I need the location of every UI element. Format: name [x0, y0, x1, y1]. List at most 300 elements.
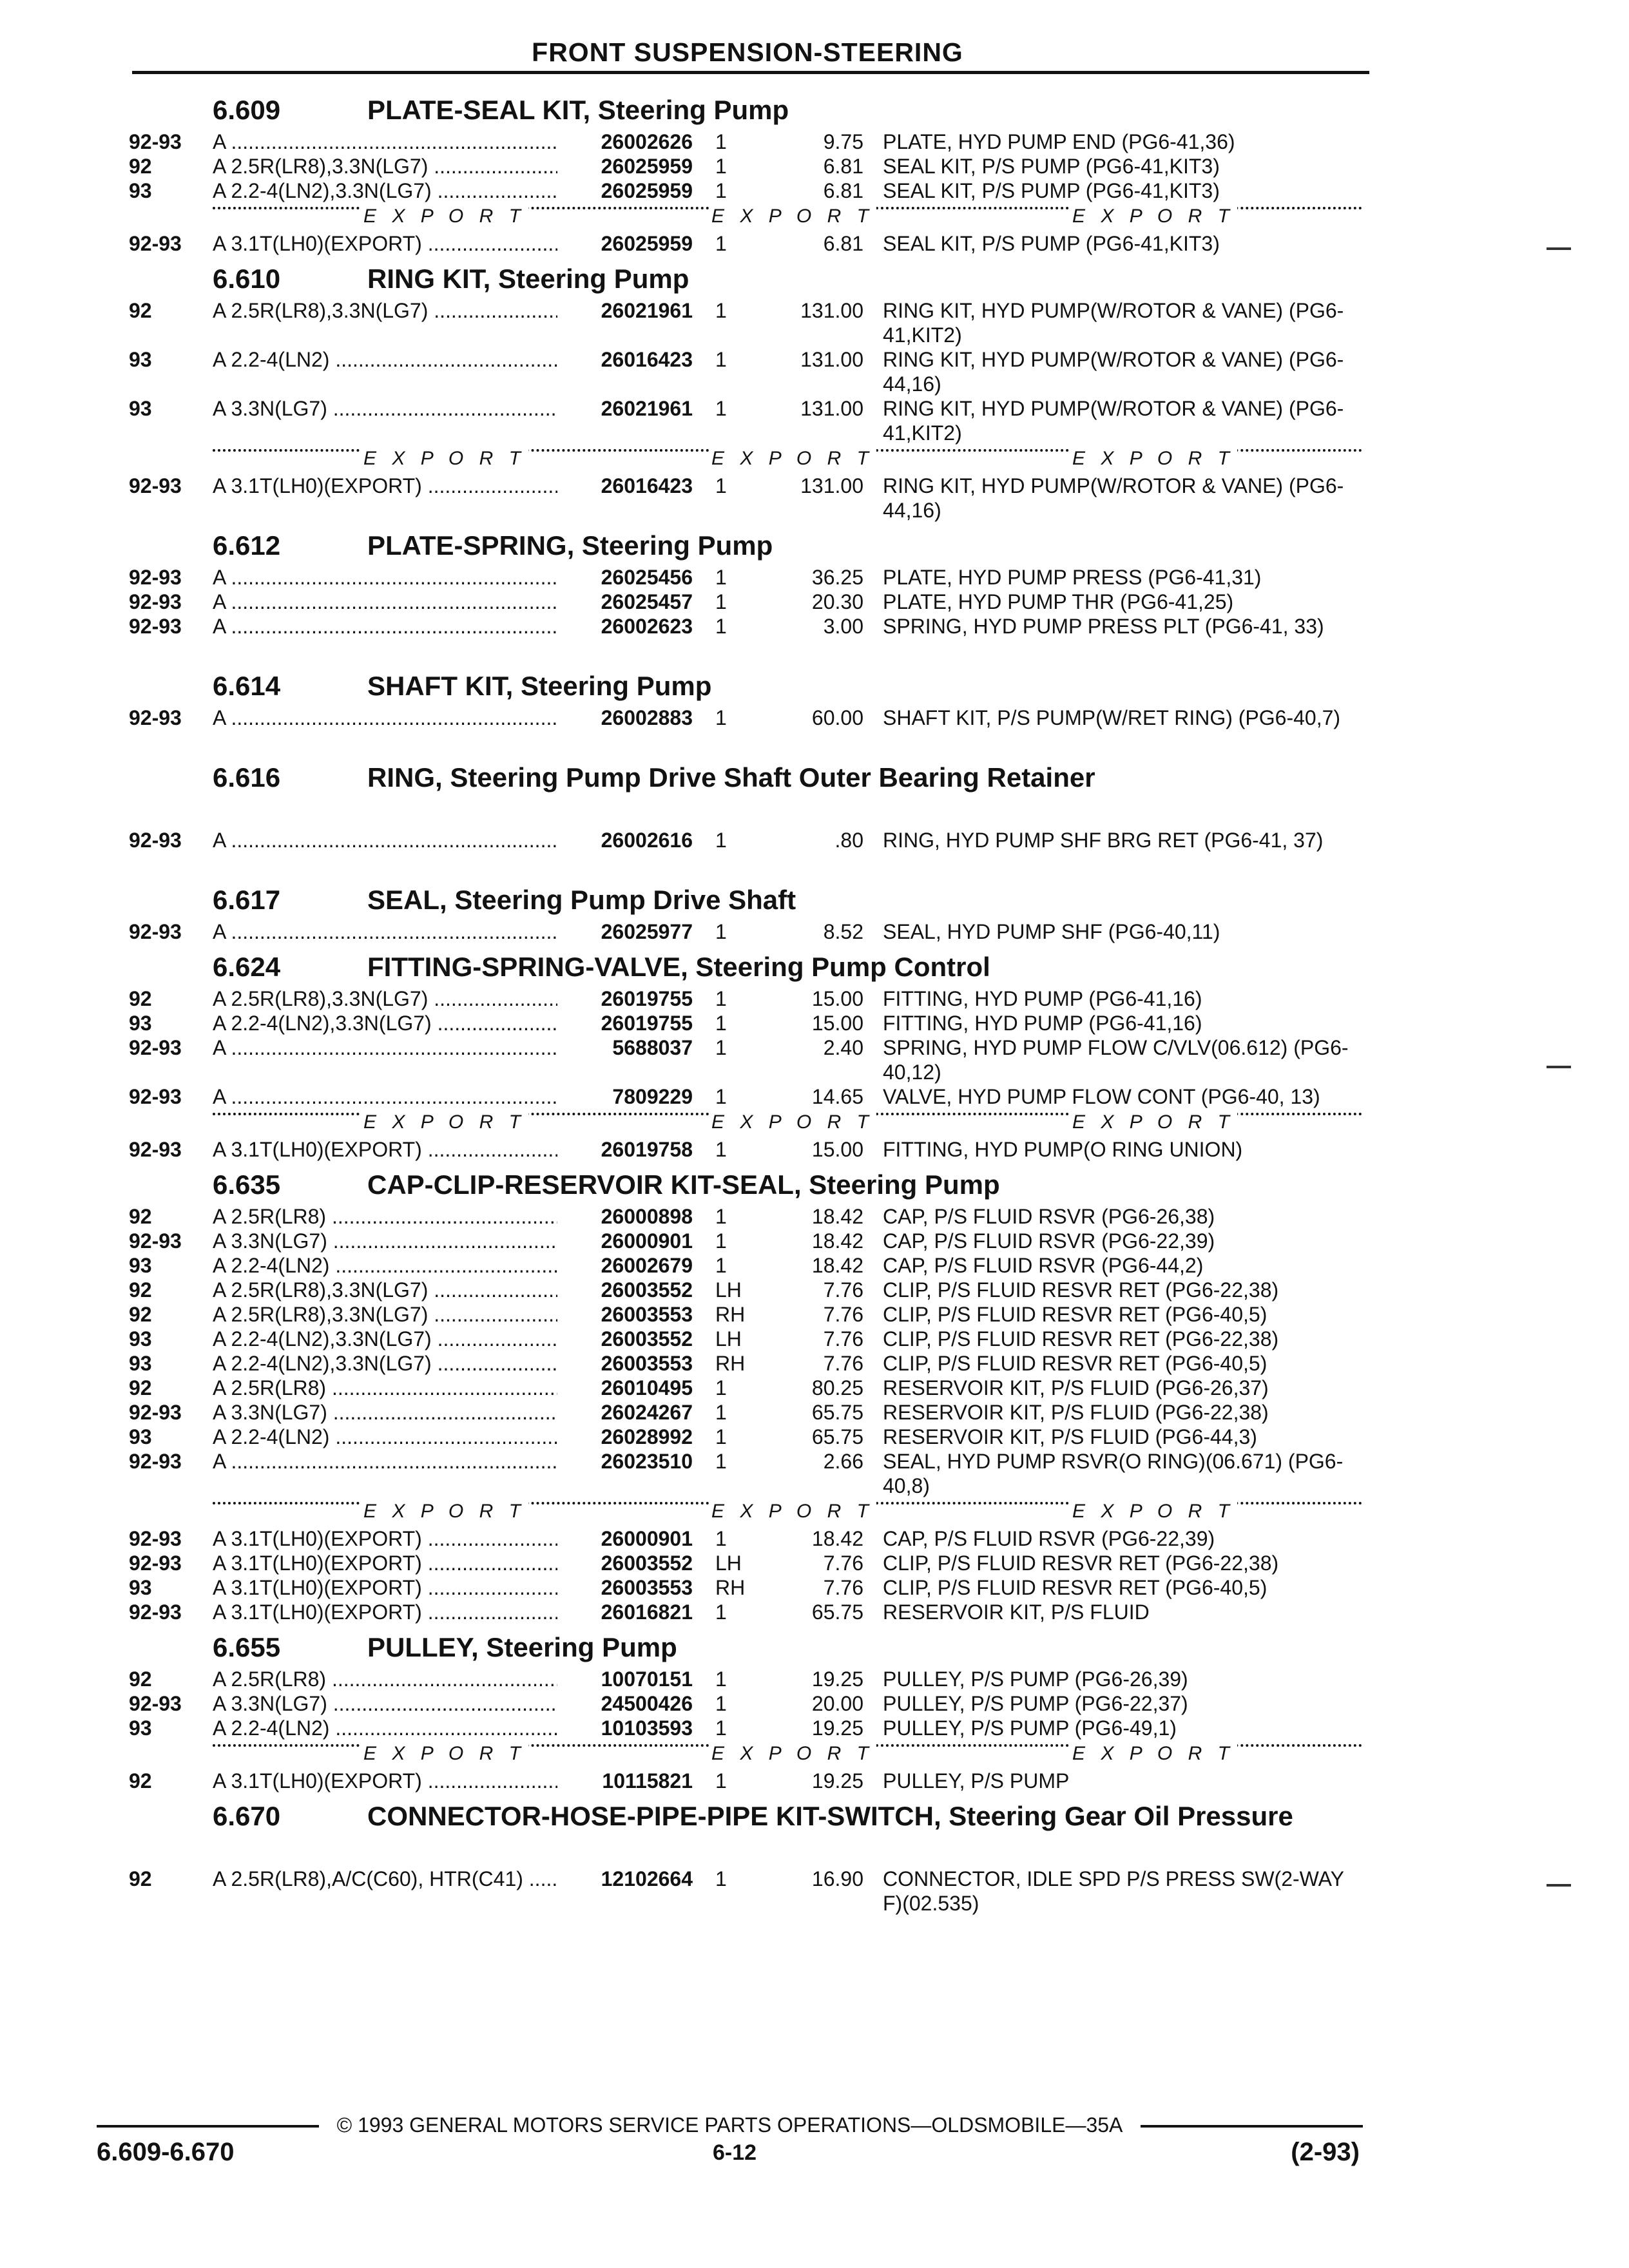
margin-mark — [1547, 247, 1571, 250]
application-cell: A ..... — [213, 1449, 557, 1474]
quantity-cell: RH — [715, 1303, 746, 1326]
margin-mark — [1547, 1066, 1571, 1068]
year-cell: 93 — [129, 1352, 152, 1375]
section-6-655 — [116, 1632, 1363, 1793]
section-6-616 — [116, 762, 1363, 877]
part-number-cell: 26016423 — [601, 474, 693, 497]
section-name: FITTING-SPRING-VALVE, Steering Pump Control — [367, 952, 990, 982]
application-cell: A ..... — [213, 1084, 557, 1109]
table-row — [116, 614, 1363, 663]
application-cell: A ..... — [213, 614, 557, 639]
description-cell: CLIP, P/S FLUID RESVR RET (PG6-22,38) — [883, 1552, 1279, 1575]
quantity-cell: 1 — [715, 1138, 727, 1161]
application-cell: A 2.2-4(LN2),3.3N(LG7) ..... — [213, 1351, 557, 1376]
quantity-cell: 1 — [715, 474, 727, 497]
price-cell: 18.42 — [811, 1205, 863, 1228]
price-cell: 18.42 — [811, 1229, 863, 1253]
description-cell: PULLEY, P/S PUMP (PG6-49,1) — [883, 1716, 1177, 1740]
part-number-cell: 26002623 — [601, 615, 693, 638]
year-cell: 93 — [129, 1576, 152, 1599]
year-cell: 92-93 — [129, 1138, 182, 1161]
application-cell: A 2.5R(LR8),3.3N(LG7) ..... — [213, 154, 557, 178]
application-cell: A 2.5R(LR8),A/C(C60), HTR(C41) ..... — [213, 1867, 557, 1891]
table-row — [116, 1575, 1363, 1600]
year-cell: 93 — [129, 1425, 152, 1448]
section-title — [116, 530, 1363, 561]
table-row — [116, 1691, 1363, 1716]
quantity-cell: LH — [715, 1327, 742, 1350]
table-row — [116, 1253, 1363, 1278]
quantity-cell: RH — [715, 1352, 746, 1375]
year-cell: 93 — [129, 348, 152, 371]
table-row — [116, 986, 1363, 1011]
section-number: 6.612 — [213, 530, 281, 561]
quantity-cell: 1 — [715, 615, 727, 638]
quantity-cell: 1 — [715, 1012, 727, 1035]
part-number-cell: 26003552 — [601, 1278, 693, 1302]
export-label: E X P O R T — [361, 1111, 528, 1133]
description-cell: FITTING, HYD PUMP (PG6-41,16) — [883, 987, 1202, 1010]
application-cell: A 3.1T(LH0)(EXPORT) ..... — [213, 1575, 557, 1600]
table-row — [116, 590, 1363, 614]
quantity-cell: 1 — [715, 987, 727, 1010]
application-cell: A ..... — [213, 919, 557, 944]
application-cell: A ..... — [213, 1035, 557, 1060]
quantity-cell: 1 — [715, 397, 727, 420]
price-cell: 7.76 — [823, 1552, 863, 1575]
price-cell: 2.66 — [823, 1450, 863, 1473]
description-cell: RING KIT, HYD PUMP(W/ROTOR & VANE) (PG6-44,16) — [883, 474, 1344, 522]
part-number-cell: 7809229 — [612, 1085, 693, 1108]
section-number: 6.670 — [213, 1801, 281, 1831]
part-number-cell: 26003552 — [601, 1552, 693, 1575]
section-6-635 — [116, 1169, 1363, 1624]
description-cell: RESERVOIR KIT, P/S FLUID (PG6-22,38) — [883, 1401, 1269, 1424]
page-title: FRONT SUSPENSION-STEERING — [532, 37, 963, 67]
export-label: E X P O R T — [1070, 206, 1237, 227]
year-cell: 92-93 — [129, 1085, 182, 1108]
year-cell: 92-93 — [129, 1600, 182, 1624]
quantity-cell: 1 — [715, 1867, 727, 1890]
year-cell: 92-93 — [129, 615, 182, 638]
price-cell: 20.00 — [811, 1692, 863, 1715]
quantity-cell: 1 — [715, 1716, 727, 1740]
quantity-cell: 1 — [715, 1450, 727, 1473]
section-name: SEAL, Steering Pump Drive Shaft — [367, 885, 796, 915]
table-row — [116, 1278, 1363, 1302]
quantity-cell: 1 — [715, 1692, 727, 1715]
description-cell: RING KIT, HYD PUMP(W/ROTOR & VANE) (PG6-44,16) — [883, 348, 1344, 396]
table-row — [116, 1137, 1363, 1162]
table-row — [116, 231, 1363, 256]
section-number: 6.655 — [213, 1632, 281, 1662]
part-number-cell: 26028992 — [601, 1425, 693, 1448]
section-name: SHAFT KIT, Steering Pump — [367, 671, 712, 701]
price-cell: .80 — [834, 829, 863, 852]
margin-mark — [1547, 1884, 1571, 1887]
parts-list — [116, 87, 1363, 1916]
year-cell: 92-93 — [129, 1036, 182, 1059]
footer-section-range: 6.609-6.670 — [97, 2138, 235, 2166]
quantity-cell: 1 — [715, 1376, 727, 1399]
application-cell: A 2.5R(LR8) ..... — [213, 1204, 557, 1229]
application-cell: A ..... — [213, 706, 557, 730]
section-title — [116, 762, 1363, 824]
quantity-cell: 1 — [715, 1425, 727, 1448]
export-label: E X P O R T — [709, 448, 876, 470]
part-number-cell: 26025456 — [601, 566, 693, 589]
quantity-cell: 1 — [715, 1667, 727, 1691]
part-number-cell: 10070151 — [601, 1667, 693, 1691]
part-number-cell: 26002626 — [601, 130, 693, 153]
section-title — [116, 95, 1363, 126]
year-cell: 92-93 — [129, 232, 182, 255]
table-row — [116, 130, 1363, 154]
application-cell: A 3.1T(LH0)(EXPORT) ..... — [213, 1600, 557, 1624]
table-row — [116, 1716, 1363, 1740]
price-cell: 18.42 — [811, 1254, 863, 1277]
section-title — [116, 1169, 1363, 1200]
year-cell: 92 — [129, 1205, 152, 1228]
price-cell: 20.30 — [811, 590, 863, 613]
description-cell: CAP, P/S FLUID RSVR (PG6-22,39) — [883, 1229, 1215, 1253]
table-row — [116, 1351, 1363, 1376]
description-cell: PLATE, HYD PUMP END (PG6-41,36) — [883, 130, 1235, 153]
part-number-cell: 26003553 — [601, 1576, 693, 1599]
part-number-cell: 26002616 — [601, 829, 693, 852]
export-divider — [116, 1743, 1363, 1766]
price-cell: 14.65 — [811, 1085, 863, 1108]
year-cell: 92 — [129, 1667, 152, 1691]
table-row — [116, 1302, 1363, 1327]
application-cell: A ..... — [213, 130, 557, 154]
part-number-cell: 26021961 — [601, 299, 693, 322]
application-cell: A 2.2-4(LN2) ..... — [213, 1253, 557, 1278]
section-6-670 — [116, 1801, 1363, 1916]
price-cell: 80.25 — [811, 1376, 863, 1399]
year-cell: 92-93 — [129, 1527, 182, 1550]
part-number-cell: 26019758 — [601, 1138, 693, 1161]
section-6-612 — [116, 530, 1363, 663]
year-cell: 92 — [129, 987, 152, 1010]
year-cell: 92-93 — [129, 1552, 182, 1575]
year-cell: 92-93 — [129, 590, 182, 613]
export-divider — [116, 206, 1363, 229]
quantity-cell: 1 — [715, 590, 727, 613]
header-rule — [132, 71, 1369, 74]
part-number-cell: 26024267 — [601, 1401, 693, 1424]
quantity-cell: 1 — [715, 130, 727, 153]
quantity-cell: 1 — [715, 829, 727, 852]
price-cell: 7.76 — [823, 1278, 863, 1302]
description-cell: CLIP, P/S FLUID RESVR RET (PG6-40,5) — [883, 1576, 1268, 1599]
description-cell: CLIP, P/S FLUID RESVR RET (PG6-22,38) — [883, 1278, 1279, 1302]
price-cell: 19.25 — [811, 1769, 863, 1792]
year-cell: 93 — [129, 1012, 152, 1035]
export-label: E X P O R T — [1070, 1743, 1237, 1765]
section-6-624 — [116, 952, 1363, 1162]
description-cell: SPRING, HYD PUMP FLOW C/VLV(06.612) (PG6-40,12) — [883, 1036, 1349, 1084]
price-cell: 131.00 — [800, 397, 863, 420]
application-cell: A 2.2-4(LN2),3.3N(LG7) ..... — [213, 1327, 557, 1351]
part-number-cell: 26010495 — [601, 1376, 693, 1399]
description-cell: SHAFT KIT, P/S PUMP(W/RET RING) (PG6-40,7) — [883, 706, 1341, 729]
year-cell: 92 — [129, 155, 152, 178]
export-label: E X P O R T — [361, 1743, 528, 1765]
table-row — [116, 1867, 1363, 1916]
export-label: E X P O R T — [709, 1501, 876, 1523]
part-number-cell: 26000901 — [601, 1527, 693, 1550]
quantity-cell: 1 — [715, 1527, 727, 1550]
quantity-cell: RH — [715, 1576, 746, 1599]
quantity-cell: 1 — [715, 566, 727, 589]
part-number-cell: 26025977 — [601, 920, 693, 943]
price-cell: 9.75 — [823, 130, 863, 153]
table-row — [116, 154, 1363, 178]
export-divider — [116, 1501, 1363, 1524]
footer-date: (2-93) — [1291, 2138, 1360, 2166]
footer-rule-right — [1141, 2125, 1363, 2128]
quantity-cell: 1 — [715, 1036, 727, 1059]
application-cell: A 2.5R(LR8) ..... — [213, 1376, 557, 1400]
price-cell: 8.52 — [823, 920, 863, 943]
price-cell: 36.25 — [811, 566, 863, 589]
price-cell: 6.81 — [823, 232, 863, 255]
description-cell: CLIP, P/S FLUID RESVR RET (PG6-22,38) — [883, 1327, 1279, 1350]
price-cell: 19.25 — [811, 1716, 863, 1740]
description-cell: CAP, P/S FLUID RSVR (PG6-44,2) — [883, 1254, 1204, 1277]
description-cell: RESERVOIR KIT, P/S FLUID (PG6-26,37) — [883, 1376, 1269, 1399]
quantity-cell: 1 — [715, 299, 727, 322]
year-cell: 93 — [129, 1716, 152, 1740]
year-cell: 92-93 — [129, 1692, 182, 1715]
description-cell: RING KIT, HYD PUMP(W/ROTOR & VANE) (PG6-41,KIT2) — [883, 299, 1344, 347]
application-cell: A 2.5R(LR8) ..... — [213, 1667, 557, 1691]
table-row — [116, 565, 1363, 590]
price-cell: 7.76 — [823, 1576, 863, 1599]
table-row — [116, 1667, 1363, 1691]
section-name: CAP-CLIP-RESERVOIR KIT-SEAL, Steering Pump — [367, 1169, 1000, 1200]
section-name: CONNECTOR-HOSE-PIPE-PIPE KIT-SWITCH, Steering Gear Oil Pressure — [367, 1801, 1293, 1831]
part-number-cell: 26002883 — [601, 706, 693, 729]
section-name: PULLEY, Steering Pump — [367, 1632, 677, 1662]
year-cell: 92-93 — [129, 920, 182, 943]
description-cell: RING KIT, HYD PUMP(W/ROTOR & VANE) (PG6-41,KIT2) — [883, 397, 1344, 445]
part-number-cell: 26003553 — [601, 1352, 693, 1375]
section-number: 6.624 — [213, 952, 281, 982]
price-cell: 18.42 — [811, 1527, 863, 1550]
quantity-cell: LH — [715, 1278, 742, 1302]
price-cell: 7.76 — [823, 1327, 863, 1350]
application-cell: A 2.2-4(LN2) ..... — [213, 1716, 557, 1740]
description-cell: SEAL, HYD PUMP SHF (PG6-40,11) — [883, 920, 1220, 943]
part-number-cell: 26019755 — [601, 1012, 693, 1035]
price-cell: 16.90 — [811, 1867, 863, 1890]
description-cell: FITTING, HYD PUMP(O RING UNION) — [883, 1138, 1243, 1161]
table-row — [116, 178, 1363, 203]
part-number-cell: 26023510 — [601, 1450, 693, 1473]
price-cell: 65.75 — [811, 1425, 863, 1448]
table-row — [116, 1327, 1363, 1351]
section-title — [116, 885, 1363, 916]
section-6-617 — [116, 885, 1363, 944]
section-title — [116, 1632, 1363, 1663]
footer-page-number: 6-12 — [712, 2140, 757, 2165]
description-cell: SEAL KIT, P/S PUMP (PG6-41,KIT3) — [883, 232, 1220, 255]
quantity-cell: 1 — [715, 179, 727, 202]
price-cell: 131.00 — [800, 299, 863, 322]
table-row — [116, 1526, 1363, 1551]
year-cell: 92-93 — [129, 566, 182, 589]
section-title — [116, 264, 1363, 294]
application-cell: A 2.2-4(LN2) ..... — [213, 347, 557, 372]
section-name: PLATE-SEAL KIT, Steering Pump — [367, 95, 789, 125]
section-number: 6.635 — [213, 1169, 281, 1200]
year-cell: 93 — [129, 397, 152, 420]
export-label: E X P O R T — [709, 206, 876, 227]
part-number-cell: 26025959 — [601, 155, 693, 178]
price-cell: 2.40 — [823, 1036, 863, 1059]
application-cell: A 3.1T(LH0)(EXPORT) ..... — [213, 1551, 557, 1575]
section-6-609 — [116, 95, 1363, 256]
application-cell: A ..... — [213, 828, 557, 852]
year-cell: 92 — [129, 299, 152, 322]
description-cell: CAP, P/S FLUID RSVR (PG6-26,38) — [883, 1205, 1215, 1228]
table-row — [116, 828, 1363, 877]
year-cell: 93 — [129, 1327, 152, 1350]
quantity-cell: 1 — [715, 232, 727, 255]
part-number-cell: 26019755 — [601, 987, 693, 1010]
part-number-cell: 10103593 — [601, 1716, 693, 1740]
description-cell: SEAL KIT, P/S PUMP (PG6-41,KIT3) — [883, 179, 1220, 202]
part-number-cell: 26025457 — [601, 590, 693, 613]
price-cell: 131.00 — [800, 348, 863, 371]
export-label: E X P O R T — [709, 1111, 876, 1133]
export-label: E X P O R T — [361, 448, 528, 470]
year-cell: 92 — [129, 1867, 152, 1890]
price-cell: 131.00 — [800, 474, 863, 497]
price-cell: 15.00 — [811, 1012, 863, 1035]
description-cell: PLATE, HYD PUMP THR (PG6-41,25) — [883, 590, 1234, 613]
table-row — [116, 1084, 1363, 1109]
export-label: E X P O R T — [361, 1501, 528, 1523]
part-number-cell: 26003552 — [601, 1327, 693, 1350]
application-cell: A 3.1T(LH0)(EXPORT) ..... — [213, 1526, 557, 1551]
application-cell: A 3.3N(LG7) ..... — [213, 1400, 557, 1425]
part-number-cell: 26000901 — [601, 1229, 693, 1253]
section-name: RING, Steering Pump Drive Shaft Outer Bearing Retainer — [367, 762, 1095, 793]
part-number-cell: 5688037 — [612, 1036, 693, 1059]
price-cell: 60.00 — [811, 706, 863, 729]
table-row — [116, 919, 1363, 944]
description-cell: SEAL, HYD PUMP RSVR(O RING)(06.671) (PG6-40,8) — [883, 1450, 1344, 1497]
section-number: 6.610 — [213, 264, 281, 294]
quantity-cell: 1 — [715, 1205, 727, 1228]
description-cell: RESERVOIR KIT, P/S FLUID (PG6-44,3) — [883, 1425, 1257, 1448]
application-cell: A 3.1T(LH0)(EXPORT) ..... — [213, 231, 557, 256]
table-row — [116, 1229, 1363, 1253]
part-number-cell: 26025959 — [601, 179, 693, 202]
year-cell: 92-93 — [129, 829, 182, 852]
part-number-cell: 26016821 — [601, 1600, 693, 1624]
price-cell: 15.00 — [811, 1138, 863, 1161]
application-cell: A 2.2-4(LN2),3.3N(LG7) ..... — [213, 178, 557, 203]
quantity-cell: 1 — [715, 1769, 727, 1792]
table-row — [116, 1376, 1363, 1400]
export-label: E X P O R T — [1070, 1111, 1237, 1133]
year-cell: 92 — [129, 1769, 152, 1792]
table-row — [116, 298, 1363, 347]
application-cell: A 2.5R(LR8),3.3N(LG7) ..... — [213, 1302, 557, 1327]
footer-rule-left — [97, 2125, 319, 2128]
table-row — [116, 1551, 1363, 1575]
description-cell: CAP, P/S FLUID RSVR (PG6-22,39) — [883, 1527, 1215, 1550]
table-row — [116, 1035, 1363, 1084]
footer-copyright: © 1993 GENERAL MOTORS SERVICE PARTS OPERATIONS—OLDSMOBILE—35A — [336, 2113, 1123, 2137]
part-number-cell: 26003553 — [601, 1303, 693, 1326]
part-number-cell: 26016423 — [601, 348, 693, 371]
quantity-cell: 1 — [715, 1254, 727, 1277]
quantity-cell: LH — [715, 1552, 742, 1575]
year-cell: 92 — [129, 1278, 152, 1302]
table-row — [116, 396, 1363, 445]
table-row — [116, 347, 1363, 396]
quantity-cell: 1 — [715, 1085, 727, 1108]
price-cell: 19.25 — [811, 1667, 863, 1691]
quantity-cell: 1 — [715, 1401, 727, 1424]
section-6-614 — [116, 671, 1363, 754]
application-cell: A 3.1T(LH0)(EXPORT) ..... — [213, 1137, 557, 1162]
application-cell: A 3.3N(LG7) ..... — [213, 396, 557, 421]
section-title — [116, 671, 1363, 702]
description-cell: CLIP, P/S FLUID RESVR RET (PG6-40,5) — [883, 1352, 1268, 1375]
section-name: PLATE-SPRING, Steering Pump — [367, 530, 773, 561]
application-cell: A 3.3N(LG7) ..... — [213, 1229, 557, 1253]
price-cell: 6.81 — [823, 155, 863, 178]
year-cell: 93 — [129, 1254, 152, 1277]
description-cell: PULLEY, P/S PUMP (PG6-26,39) — [883, 1667, 1188, 1691]
description-cell: SEAL KIT, P/S PUMP (PG6-41,KIT3) — [883, 155, 1220, 178]
application-cell: A 2.5R(LR8),3.3N(LG7) ..... — [213, 986, 557, 1011]
export-label: E X P O R T — [1070, 448, 1237, 470]
table-row — [116, 1400, 1363, 1425]
description-cell: RING, HYD PUMP SHF BRG RET (PG6-41, 37) — [883, 829, 1324, 852]
year-cell: 92-93 — [129, 130, 182, 153]
export-label: E X P O R T — [1070, 1501, 1237, 1523]
table-row — [116, 1449, 1363, 1498]
part-number-cell: 26021961 — [601, 397, 693, 420]
application-cell: A 3.1T(LH0)(EXPORT) ..... — [213, 474, 557, 498]
description-cell: PULLEY, P/S PUMP (PG6-22,37) — [883, 1692, 1188, 1715]
year-cell: 92 — [129, 1303, 152, 1326]
section-title — [116, 952, 1363, 983]
year-cell: 92-93 — [129, 706, 182, 729]
part-number-cell: 26000898 — [601, 1205, 693, 1228]
export-label: E X P O R T — [709, 1743, 876, 1765]
quantity-cell: 1 — [715, 1229, 727, 1253]
price-cell: 65.75 — [811, 1600, 863, 1624]
application-cell: A ..... — [213, 590, 557, 614]
table-row — [116, 1011, 1363, 1035]
price-cell: 7.76 — [823, 1352, 863, 1375]
section-title — [116, 1801, 1363, 1863]
description-cell: FITTING, HYD PUMP (PG6-41,16) — [883, 1012, 1202, 1035]
table-row — [116, 474, 1363, 523]
description-cell: RESERVOIR KIT, P/S FLUID — [883, 1600, 1150, 1624]
part-number-cell: 24500426 — [601, 1692, 693, 1715]
table-row — [116, 706, 1363, 754]
quantity-cell: 1 — [715, 1600, 727, 1624]
